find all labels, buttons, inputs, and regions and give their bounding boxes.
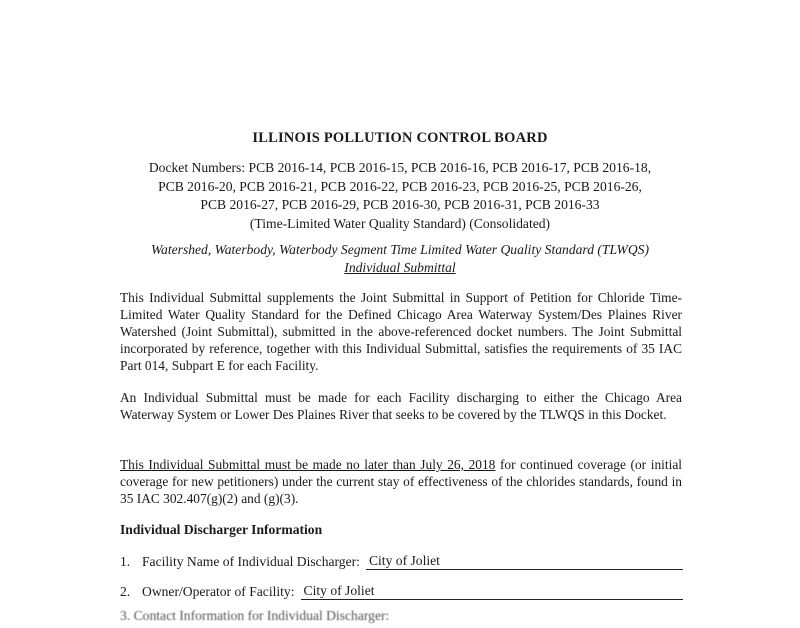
field-value: City of Joliet: [366, 553, 683, 570]
field-value: City of Joliet: [301, 583, 683, 600]
field-label: Facility Name of Individual Discharger:: [142, 554, 360, 569]
paragraph-deadline: [120, 456, 682, 507]
field-label: Owner/Operator of Facility:: [142, 584, 295, 599]
paragraph-facility-requirement: An Individual Submittal must be made for each Facility discharging to either the Chicago Area Waterway System or Lower Des Plaines River that seeks to be covered by the TLWQS in this Docket.: [120, 390, 682, 422]
deadline-rest: for continued coverage (or initial coverage for new petitioners) under the current stay of effectiveness of the chlorides standards, found in 35 IAC 302.407(g)(2) and (g)(3).: [120, 457, 682, 506]
owner-operator-field: [120, 583, 683, 600]
subtitle-underlined: Individual Submittal: [344, 260, 456, 275]
docket-line: Docket Numbers: PCB 2016-14, PCB 2016-15, PCB 2016-16, PCB 2016-17, PCB 2016-18,: [148, 160, 652, 175]
deadline-underlined: This Individual Submittal must be made no later than July 26, 2018: [120, 457, 496, 472]
docket-line: PCB 2016-20, PCB 2016-21, PCB 2016-22, PCB 2016-23, PCB 2016-25, PCB 2016-26,: [158, 178, 642, 194]
field-number: 2.: [120, 584, 131, 599]
paragraph-joint-submittal: This Individual Submittal supplements the Joint Submittal in Support of Petition for Chloride Time-Limited Water Quality Standard for the Defined Chicago Area Waterway System/Des Plaines River Watershed (Joint Submittal), submitted in the above-referenced docket numbers. The Joint Submittal incorporated by reference, together with this Individual Submittal, satisfies the requirements of 35 IAC Part 014, Subpart E for each Facility.: [120, 290, 682, 373]
cut-off-text: 3. Contact Information for Individual Discharger:: [120, 608, 390, 623]
facility-name-field: [120, 553, 683, 570]
section-heading: Individual Discharger Information: [120, 522, 323, 537]
subtitle-line: Watershed, Waterbody, Waterbody Segment Time Limited Water Quality Standard (TLWQS): [150, 242, 650, 257]
board-title: ILLINOIS POLLUTION CONTROL BOARD: [252, 130, 548, 146]
field-number: 1.: [120, 554, 131, 569]
document-subtitle: [120, 241, 680, 277]
docket-line: PCB 2016-27, PCB 2016-29, PCB 2016-30, PCB 2016-31, PCB 2016-33: [200, 197, 600, 212]
cut-off-field-line: [120, 608, 640, 628]
docket-line: (Time-Limited Water Quality Standard) (Consolidated): [249, 215, 551, 231]
docket-block: [120, 159, 680, 233]
